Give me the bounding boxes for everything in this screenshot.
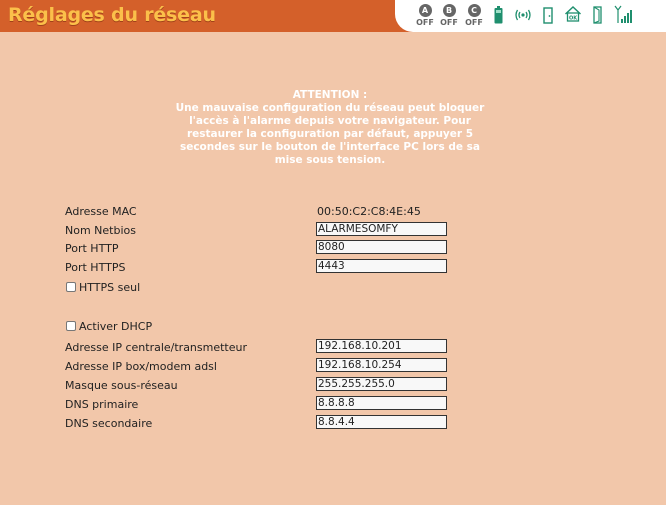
zone-b-state: OFF [440,18,458,27]
subnet-mask-input[interactable] [316,377,447,391]
https-only-option[interactable] [66,281,140,294]
gateway-label: Adresse IP box/modem adsl [65,360,217,373]
https-only-label: HTTPS seul [79,281,141,294]
header-bar [0,0,666,32]
netbios-label: Nom Netbios [65,224,136,237]
zone-a-icon: A [419,4,432,17]
dhcp-checkbox[interactable] [66,321,76,331]
netbios-input[interactable] [316,222,447,236]
http-port-input[interactable] [316,240,447,254]
zone-a-indicator[interactable] [414,4,436,27]
gsm-signal-icon [614,5,634,24]
dns-primary-label: DNS primaire [65,398,139,411]
dns-secondary-input[interactable] [316,415,447,429]
dhcp-label: Activer DHCP [79,320,153,333]
zone-a-state: OFF [416,18,434,27]
attention-line: mise sous tension. [274,154,386,166]
attention-line: l'accès à l'alarme depuis votre navigateur. Pour [189,115,471,127]
https-port-label: Port HTTPS [65,261,126,274]
attention-line: Une mauvaise configuration du réseau peut bloquer [175,102,485,114]
zone-b-icon: B [443,4,456,17]
battery-icon [494,6,503,24]
dns-primary-input[interactable] [316,396,447,410]
mac-address-label: Adresse MAC [65,205,137,218]
door-open-icon [593,6,602,24]
zone-c-state: OFF [465,18,483,27]
https-port-input[interactable] [316,259,447,273]
zone-b-indicator[interactable] [438,4,460,27]
ip-address-input[interactable] [316,339,447,353]
mac-address-value: 00:50:C2:C8:4E:45 [317,205,421,218]
door-sensor-icon [543,7,553,24]
attention-line: restaurer la configuration par défaut, appuyer 5 [186,128,474,140]
radio-signal-icon [514,8,532,22]
https-only-checkbox[interactable] [66,282,76,292]
dns-secondary-label: DNS secondaire [65,417,153,430]
attention-warning [160,89,500,167]
attention-title: ATTENTION : [292,89,368,101]
home-ok-label: OK [568,15,578,22]
ip-address-label: Adresse IP centrale/transmetteur [65,341,248,354]
http-port-label: Port HTTP [65,242,119,255]
attention-line: secondes sur le bouton de l'interface PC lors de sa [179,141,481,153]
page-title: Réglages du réseau [8,4,216,26]
zone-c-indicator[interactable] [463,4,485,27]
zone-c-icon: C [468,4,481,17]
home-ok-icon [564,5,582,23]
subnet-mask-label: Masque sous-réseau [65,379,178,392]
gateway-input[interactable] [316,358,447,372]
status-panel [395,0,666,32]
dhcp-option[interactable] [66,320,152,333]
